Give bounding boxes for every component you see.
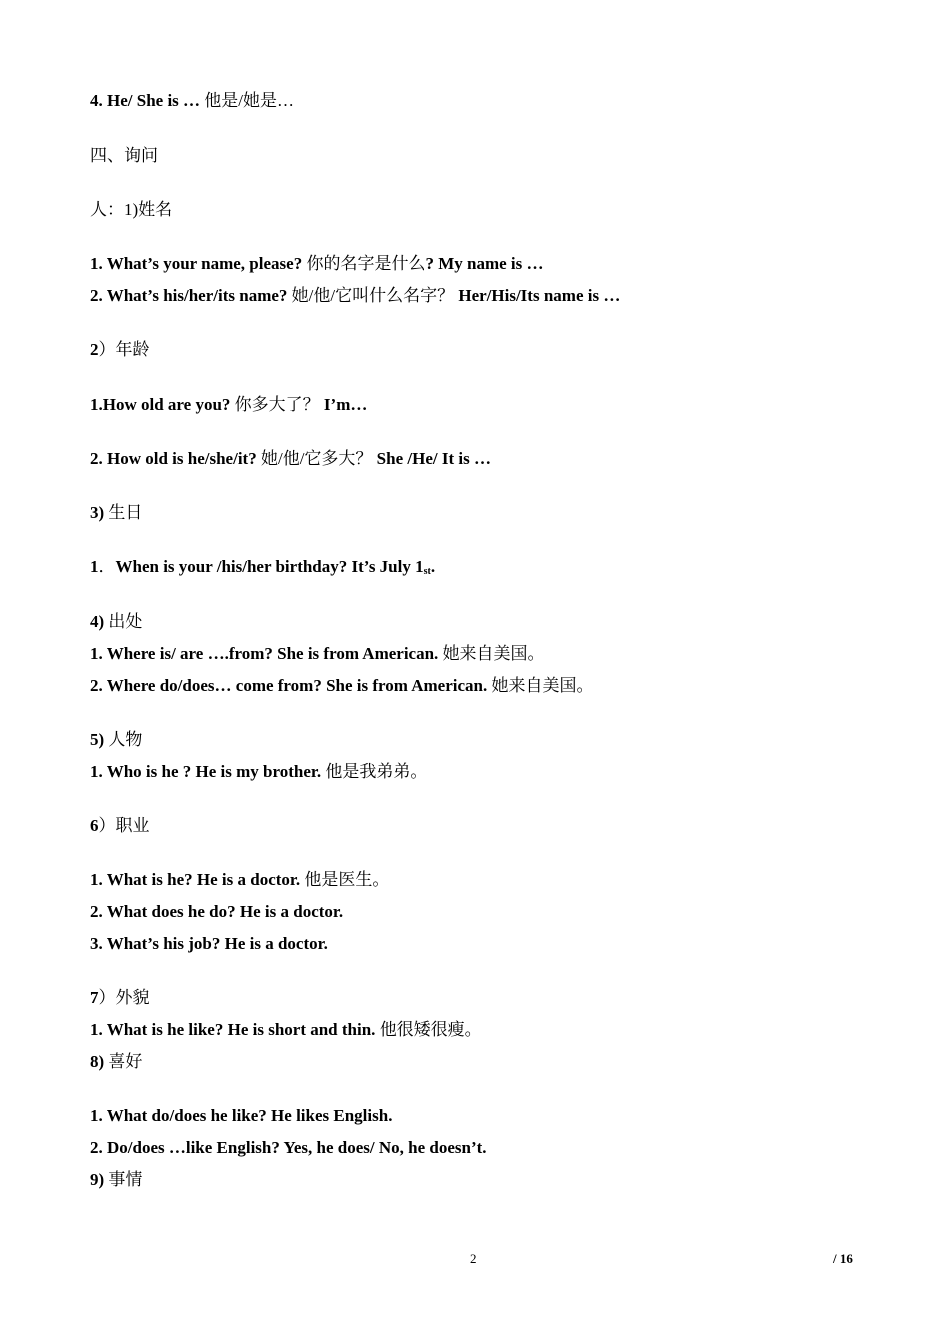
text-line: 2. Do/does …like English? Yes, he does/ No, he doesn’t.: [90, 1138, 487, 1157]
page-total: / 16: [833, 1251, 853, 1266]
text-line: 2. Where do/does… come from? She is from American. 她来自美国。: [90, 676, 594, 695]
subsection-heading: 2）年龄: [90, 340, 150, 359]
text-line: 1. What’s your name, please? 你的名字是什么? My name is …: [90, 254, 544, 273]
text-line: 1. Who is he ? He is my brother. 他是我弟弟。: [90, 762, 428, 781]
subsection-heading: 人：1)姓名: [90, 200, 173, 219]
text-line: 1. Where is/ are ….from? She is from American. 她来自美国。: [90, 644, 545, 663]
page-number: 2: [470, 1251, 477, 1266]
subsection-heading: 7）外貌: [90, 988, 150, 1007]
text-line: 2. How old is he/she/it? 她/他/它多大？ She /He/ It is …: [90, 449, 491, 468]
section-heading: 四、询问: [90, 146, 158, 165]
text-line: 1.How old are you? 你多大了？ I’m…: [90, 395, 368, 414]
text-line: 1. What is he? He is a doctor. 他是医生。: [90, 870, 390, 889]
subsection-heading: 5) 人物: [90, 730, 143, 749]
text-line: 1. What is he like? He is short and thin. 他很矮很瘦。: [90, 1020, 482, 1039]
subsection-heading: 9) 事情: [90, 1170, 143, 1189]
subsection-heading: 6）职业: [90, 816, 150, 835]
subsection-heading: 8) 喜好: [90, 1052, 143, 1071]
subsection-heading: 4) 出处: [90, 612, 143, 631]
text-line: 1．When is your /his/her birthday? It’s July 1st.: [90, 557, 436, 577]
text-line: 3. What’s his job? He is a doctor.: [90, 934, 328, 953]
text-line: 2. What does he do? He is a doctor.: [90, 902, 344, 921]
text-line: 2. What’s his/her/its name? 她/他/它叫什么名字？ Her/His/Its name is …: [90, 286, 621, 305]
text-line: 1. What do/does he like? He likes English.: [90, 1106, 393, 1125]
subsection-heading: 3) 生日: [90, 503, 143, 522]
text-line: 4. He/ She is … 他是/她是…: [90, 91, 295, 110]
